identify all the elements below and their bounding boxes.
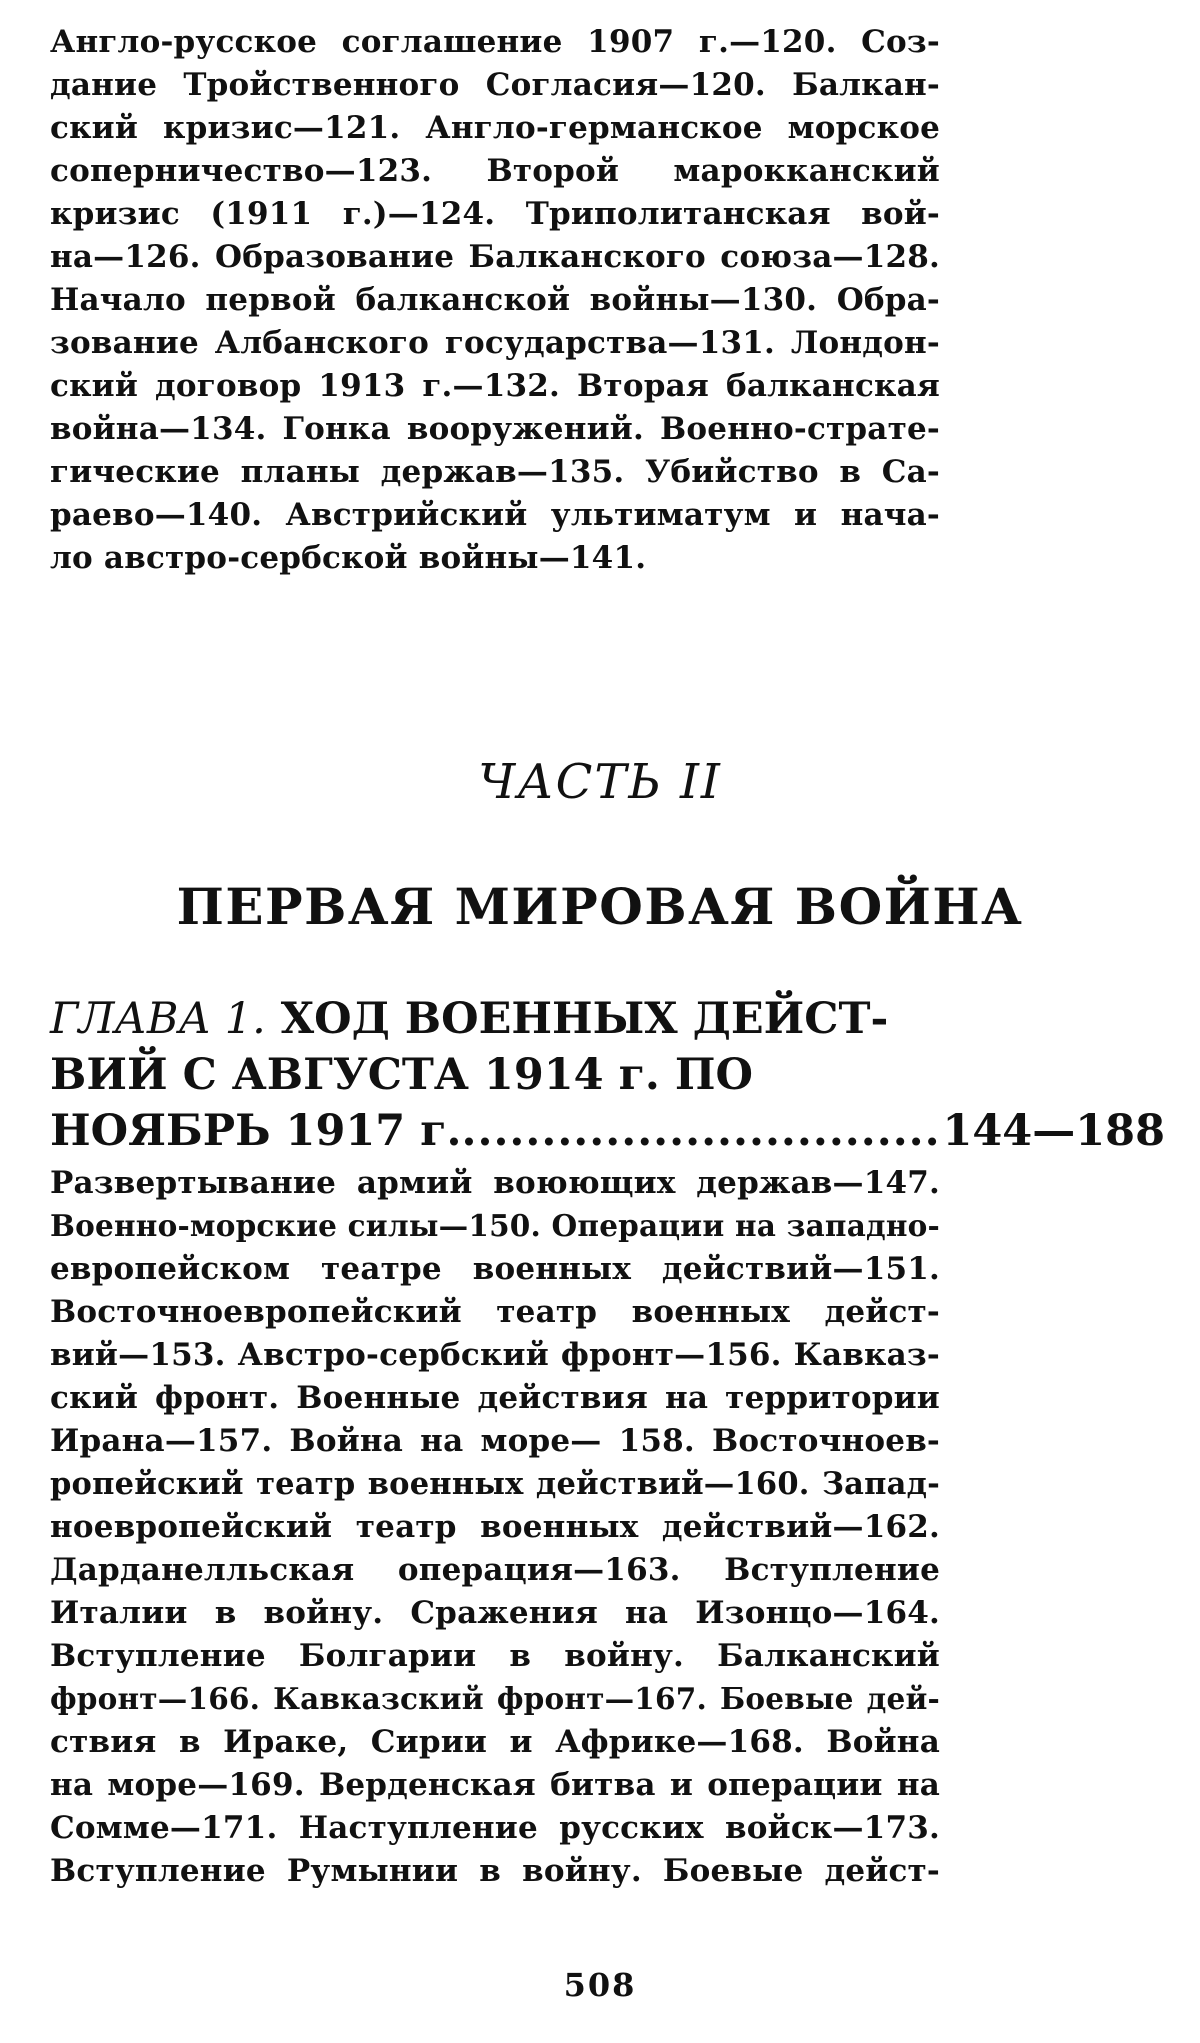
- text-line: ствия в Ираке, Сирии и Африке—168. Война: [50, 1724, 940, 1760]
- text-line: Начало первой балканской войны—130. Обра-: [50, 282, 940, 318]
- text-line: европейском театре военных действий—151.: [50, 1251, 940, 1287]
- text-line: ский фронт. Военные действия на территории: [50, 1380, 940, 1416]
- text-line: Дарданелльская операция—163. Вступление: [50, 1552, 940, 1588]
- text-line: Сомме—171. Наступление русских войск—173.: [50, 1810, 940, 1846]
- chapter-heading-line-1: [50, 992, 1165, 1046]
- text-line: Военно-морские силы—150. Операции на западно-: [50, 1208, 940, 1243]
- text-line: Развертывание армий воюющих держав—147.: [50, 1165, 940, 1201]
- text-line: дание Тройственного Согласия—120. Балкан-: [50, 67, 940, 103]
- text-line: Ирана—157. Война на море— 158. Восточноев-: [50, 1423, 940, 1459]
- text-line: ноевропейский театр военных действий—162.: [50, 1509, 940, 1545]
- part-label: ЧАСТЬ II: [478, 754, 722, 810]
- text-line: ропейский театр военных действий—160. Запад-: [50, 1466, 940, 1502]
- chapter-heading-line-3: [50, 1104, 1165, 1158]
- chapter-label: ГЛАВА 1.: [50, 994, 266, 1044]
- text-line: Вступление Болгарии в войну. Балканский: [50, 1638, 940, 1674]
- text-line: раево—140. Австрийский ультиматум и нача-: [50, 497, 940, 533]
- text-line: соперничество—123. Второй марокканский: [50, 153, 940, 189]
- text-line: Англо-русское соглашение 1907 г.—120. Соз-: [50, 24, 940, 60]
- text-line: Восточноевропейский театр военных дейст-: [50, 1294, 940, 1330]
- chapter-page-range: 144—188: [942, 1106, 1165, 1156]
- text-line: на море—169. Верденская битва и операции на: [50, 1767, 940, 1803]
- text-line: кризис (1911 г.)—124. Триполитанская вой-: [50, 196, 940, 232]
- text-line: гические планы держав—135. Убийство в Са-: [50, 454, 940, 490]
- text-line: вий—153. Австро-сербский фронт—156. Кавказ-: [50, 1337, 940, 1373]
- text-line: ло австро-сербской войны—141.: [50, 540, 647, 576]
- chapter-title-part-2: ВИЙ С АВГУСТА 1914 г. ПО: [50, 1050, 753, 1100]
- text-line: Вступление Румынии в войну. Боевые дейст-: [50, 1853, 940, 1889]
- part-title: ПЕРВАЯ МИРОВАЯ ВОЙНА: [176, 877, 1024, 936]
- page-number: 508: [563, 1966, 637, 2004]
- text-line: ский кризис—121. Англо-германское морское: [50, 110, 940, 146]
- chapter-title-part-1: ХОД ВОЕННЫХ ДЕЙСТ-: [280, 994, 889, 1044]
- text-line: зование Албанского государства—131. Лондон-: [50, 325, 940, 361]
- text-line: фронт—166. Кавказский фронт—167. Боевые дей-: [50, 1681, 940, 1716]
- leader-dots: [462, 1104, 943, 1158]
- text-line: ский договор 1913 г.—132. Вторая балканская: [50, 368, 940, 404]
- chapter-title-part-3: НОЯБРЬ 1917 г.: [50, 1106, 462, 1156]
- text-line: Италии в войну. Сражения на Изонцо—164.: [50, 1595, 940, 1631]
- text-line: война—134. Гонка вооружений. Военно-страте-: [50, 411, 940, 447]
- text-line: на—126. Образование Балканского союза—128.: [50, 239, 940, 275]
